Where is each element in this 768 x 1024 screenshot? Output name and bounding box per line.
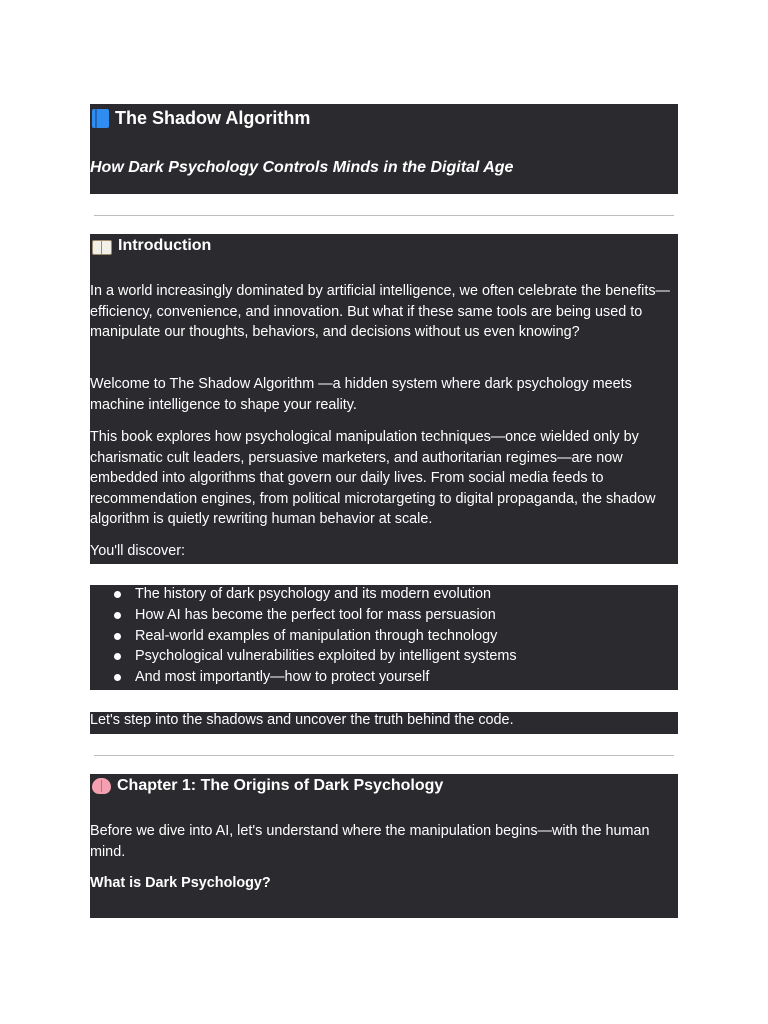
intro-paragraph-4: You'll discover: bbox=[90, 543, 186, 559]
closing-line: Let's step into the shadows and uncover the truth behind the code. bbox=[90, 712, 514, 728]
list-item: How AI has become the perfect tool for mass persuasion bbox=[114, 605, 517, 626]
list-item: Real-world examples of manipulation through technology bbox=[114, 626, 517, 647]
introduction-heading: Introduction bbox=[118, 237, 212, 254]
chapter-1-heading-row bbox=[92, 776, 443, 796]
list-item: And most importantly—how to protect yourself bbox=[114, 667, 517, 688]
title-block bbox=[90, 104, 678, 194]
introduction-heading-row bbox=[92, 236, 211, 256]
intro-paragraph-3: This book explores how psychological manipulation techniques—once wielded only by charismatic cult leaders, persuasive marketers, and authoritarian regimes—are now embedded into algorithms that govern our daily lives. From social media feeds to recommendation engines, from political microtargeting to digital propaganda, the shadow algorithm is quietly rewriting human behavior at scale. bbox=[90, 429, 656, 528]
blue-book-icon bbox=[92, 109, 109, 128]
page-subtitle: How Dark Psychology Controls Minds in the Digital Age bbox=[90, 159, 514, 176]
brain-icon bbox=[92, 778, 111, 794]
closing-line-block bbox=[90, 712, 678, 734]
bullet-list bbox=[114, 584, 517, 688]
page-title: The Shadow Algorithm bbox=[115, 108, 311, 128]
intro-paragraph-2: Welcome to The Shadow Algorithm —a hidden system where dark psychology meets machine intelligence to shape your reality. bbox=[90, 376, 632, 413]
open-book-icon bbox=[92, 239, 112, 254]
discover-list bbox=[90, 585, 678, 690]
divider bbox=[94, 755, 674, 756]
title-row bbox=[92, 107, 310, 129]
chapter-1-section bbox=[90, 774, 678, 918]
chapter-1-heading: Chapter 1: The Origins of Dark Psychology bbox=[117, 777, 444, 794]
chapter-1-paragraph: Before we dive into AI, let's understand where the manipulation begins—with the human mind. bbox=[90, 823, 650, 860]
introduction-section bbox=[90, 234, 678, 564]
divider bbox=[94, 215, 674, 216]
list-item: The history of dark psychology and its modern evolution bbox=[114, 584, 517, 605]
list-item: Psychological vulnerabilities exploited by intelligent systems bbox=[114, 646, 517, 667]
chapter-1-subheading: What is Dark Psychology? bbox=[90, 875, 271, 891]
intro-paragraph-1: In a world increasingly dominated by artificial intelligence, we often celebrate the benefits—efficiency, convenience, and innovation. But what if these same tools are being used to manipulate our thoughts, behaviors, and decisions without us even knowing? bbox=[90, 283, 670, 341]
